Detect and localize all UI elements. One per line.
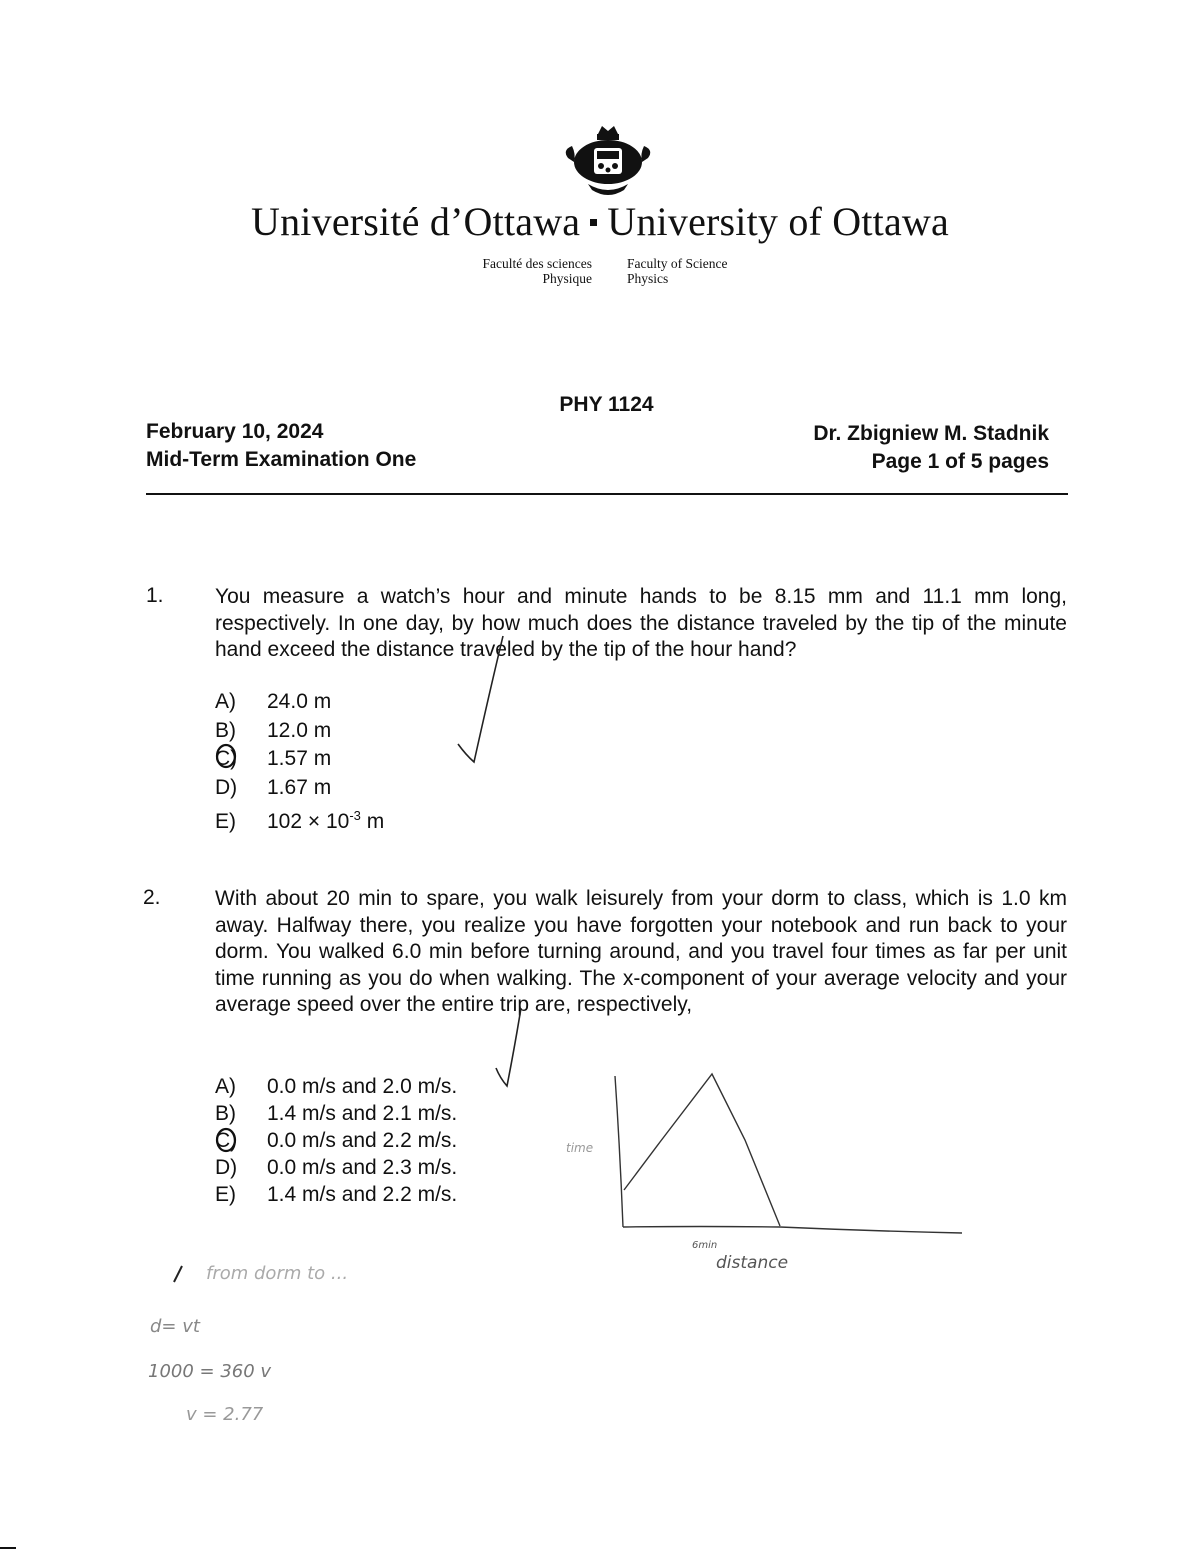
q1-choice-b	[215, 717, 384, 746]
choice-text: 1.4 m/s and 2.1 m/s.	[267, 1102, 458, 1125]
choice-unit: m	[360, 810, 385, 833]
faculty-en-line2: Physics	[627, 271, 669, 286]
q2-choice-c	[215, 1127, 457, 1154]
separator-dot	[590, 219, 597, 226]
faculty-fr	[420, 256, 592, 286]
note-line-4: v = 2.77	[186, 1404, 264, 1425]
question-2-number: 2.	[143, 886, 161, 909]
choice-letter: E)	[215, 1183, 236, 1206]
instructor-info	[700, 420, 1049, 476]
choice-letter: E)	[215, 810, 236, 833]
q2-choice-b	[215, 1100, 457, 1127]
question-1-text: You measure a watch’s hour and minute hands to be 8.15 mm and 11.1 mm long, respectively. In one day, by how much does the distance traveled by the tip of the minute hand exceed the distance traveled by the tip of the hour hand?	[215, 585, 1067, 661]
choice-letter: A)	[215, 690, 236, 713]
choice-text: 1.4 m/s and 2.2 m/s.	[267, 1183, 458, 1206]
choice-text: 12.0 m	[267, 718, 332, 742]
university-name-fr: Université d’Ottawa	[251, 199, 581, 244]
note-line-2: d= vt	[150, 1316, 200, 1337]
choice-text: 0.0 m/s and 2.2 m/s.	[267, 1129, 458, 1152]
faculty-en-line1: Faculty of Science	[627, 256, 728, 271]
q2-choice-d	[215, 1154, 457, 1181]
graph-x-small-label: 6min	[692, 1240, 718, 1251]
header-divider	[146, 493, 1068, 495]
choice-letter: B)	[215, 1102, 236, 1125]
university-name-en: University of Ottawa	[607, 199, 949, 244]
faculty-fr-line2: Physique	[542, 271, 592, 286]
choice-text: 0.0 m/s and 2.0 m/s.	[267, 1075, 458, 1098]
q1-choice-c	[215, 745, 384, 774]
page-count: Page 1 of 5 pages	[871, 450, 1049, 473]
scan-edge-mark	[0, 1547, 16, 1549]
choice-text: 24.0 m	[267, 690, 332, 713]
choice-exponent: -3	[349, 808, 361, 823]
q2-choice-a	[215, 1073, 457, 1100]
course-code: PHY 1124	[559, 393, 654, 416]
note-line-1: from dorm to ...	[206, 1263, 349, 1284]
choice-letter: A)	[215, 1075, 236, 1098]
note-line-3: 1000 = 360 v	[148, 1361, 272, 1382]
choice-letter: B)	[215, 718, 236, 742]
q2-checkmark	[496, 1008, 521, 1086]
faculty-en	[627, 256, 827, 286]
choice-text: 102 × 10	[267, 810, 350, 833]
q1-choice-d	[215, 774, 384, 803]
exam-date: February 10, 2024	[146, 420, 324, 443]
question-2-choices	[215, 1073, 457, 1208]
graph-y-label: time	[566, 1141, 594, 1155]
choice-letter: C)	[215, 747, 238, 770]
question-2-text: With about 20 min to spare, you walk leisurely from your dorm to class, which is 1.0 km away. Halfway there, you realize you have forgotten your notebook and run back to your dorm. You walked 6.0 min before turning around, and you travel four times as far per unit time running as you do when walking. The x-component of your average velocity and your average speed over the entire trip are, respectively,	[215, 887, 1067, 1016]
faculty-fr-line1: Faculté des sciences	[482, 256, 592, 271]
q1-choice-a	[215, 688, 384, 717]
graph-y-axis	[615, 1076, 623, 1227]
question-1-choices	[215, 688, 384, 837]
university-name	[0, 198, 1200, 245]
choice-text: 0.0 m/s and 2.3 m/s.	[267, 1156, 458, 1179]
note-tick-mark	[174, 1266, 182, 1282]
choice-text: 1.57 m	[267, 747, 332, 770]
exam-title: Mid-Term Examination One	[146, 448, 417, 471]
question-1-number: 1.	[146, 584, 164, 607]
graph-x-axis	[623, 1227, 962, 1234]
choice-text: 1.67 m	[267, 775, 332, 799]
q2-choice-e	[215, 1181, 457, 1208]
choice-letter: D)	[215, 1156, 238, 1179]
graph-x-label: distance	[716, 1253, 789, 1273]
exam-info	[146, 418, 416, 474]
graph-sketch-line	[624, 1074, 780, 1226]
choice-letter: C)	[215, 1129, 238, 1152]
instructor-name: Dr. Zbigniew M. Stadnik	[813, 422, 1049, 445]
university-crest-logo	[558, 122, 658, 200]
choice-letter: D)	[215, 775, 238, 799]
q1-choice-e	[215, 802, 384, 837]
